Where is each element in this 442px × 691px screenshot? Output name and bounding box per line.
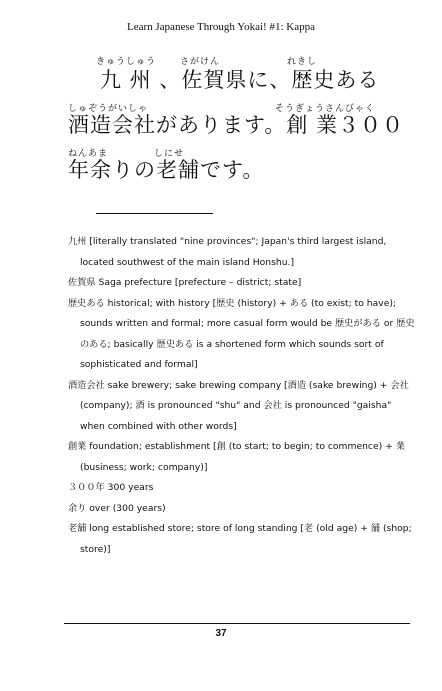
furigana-sougyou: そうぎょうさんびゃく — [275, 104, 376, 114]
passage-line-1: 九 州 、佐賀県に、歴史ある — [100, 68, 380, 92]
running-header: Learn Japanese Through Yokai! #1: Kappa — [127, 21, 315, 33]
glossary-entry-amari: 余り over (300 years) — [68, 502, 166, 514]
footer-rule — [64, 623, 410, 624]
glossary-entry-shuzougaisha: 酒造会社 sake brewery; sake brewing company [酒造 (sake brewing) + 会社 (company); 酒 is pronounced "shu" and 会社 is pronounced "gaisha" when combined with other words] — [68, 379, 409, 432]
glossary-entry-sougyou: 創業 foundation; establishment [創 (to start; to begin; to commence) + 業 (business; work; company)] — [68, 441, 405, 473]
furigana-kyuushuu: きゅうしゅう — [96, 57, 157, 67]
furigana-shuzou: しゅぞうがいしゃ — [68, 104, 149, 114]
glossary — [68, 232, 418, 560]
furigana-nenamari: ねんあま — [68, 149, 109, 159]
passage-line-3: 年余りの老舗です。 — [68, 158, 265, 182]
glossary-entry-saga: 佐賀県 Saga prefecture [prefecture – district; state] — [68, 277, 302, 288]
glossary-entry-300nen: ３００年 300 years — [68, 482, 154, 493]
passage-line-2: 酒造会社があります。創 業３００ — [68, 113, 404, 137]
furigana-shinise: しにせ — [154, 149, 185, 159]
furigana-saga: さがけん — [180, 57, 221, 67]
glossary-entry-rekishiaru: 歴史ある historical; with history [歴史 (history) + ある (to exist; to have); sounds written and formal; more casual form would be 歴史がある or 歴史のある; basically 歴史ある is a shortened form which sounds sort of sophisticated and formal] — [68, 297, 415, 370]
glossary-entry-shinise: 老舗 long established store; store of long standing [老 (old age) + 舗 (shop; store)] — [68, 523, 412, 555]
page-number: 37 — [215, 628, 227, 639]
section-divider — [96, 213, 213, 214]
furigana-rekishi: れきし — [287, 57, 318, 67]
glossary-entry-kyuushuu: 九州 [literally translated "nine provinces"; Japan's third largest island, located southwest of the main island Honshu.] — [68, 236, 387, 268]
